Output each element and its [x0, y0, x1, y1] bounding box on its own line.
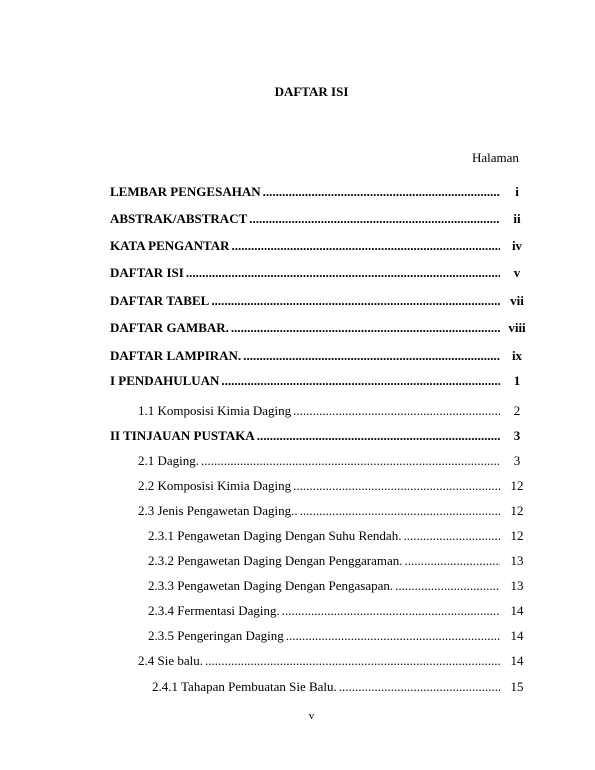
toc-entry [110, 320, 502, 338]
toc-entry [148, 553, 502, 571]
toc-entry-page: 14 [510, 628, 524, 643]
dot-leader [286, 628, 500, 644]
toc-entry-label: 2.4.1 Tahapan Pembuatan Sie Balu. [152, 679, 337, 694]
toc-entry [110, 184, 502, 202]
toc-entry-label: 2.1 Daging. [138, 453, 200, 468]
toc-entry-page: ix [511, 348, 523, 363]
toc-entry-label: 2.3 Jenis Pengawetan Daging.. [138, 503, 298, 518]
toc-entry [110, 238, 502, 256]
toc-entry [110, 348, 502, 366]
toc-entry-label: DAFTAR GAMBAR. [110, 320, 229, 335]
dot-leader [263, 184, 500, 200]
toc-entry-label: 2.3.1 Pengawetan Daging Dengan Suhu Rendah. [148, 528, 402, 543]
dot-leader [211, 293, 500, 309]
dot-leader [232, 238, 500, 254]
toc-entry [148, 603, 502, 621]
toc-entry-label: 2.3.2 Pengawetan Daging Dengan Penggaraman. [148, 553, 403, 568]
dot-leader [282, 603, 500, 619]
toc-entry [138, 478, 502, 496]
toc-entry-page: v [513, 265, 521, 280]
toc-entry-page: 13 [510, 578, 524, 593]
toc-entry [110, 211, 502, 229]
toc-entry-label: KATA PENGANTAR [110, 238, 230, 253]
toc-entry-page: 2 [513, 403, 521, 418]
toc-entry [110, 428, 502, 446]
toc-entry-label: DAFTAR ISI [110, 265, 184, 280]
dot-leader [186, 265, 500, 281]
toc-entry-page: 3 [513, 453, 521, 468]
toc-entry [110, 265, 502, 283]
toc-entry-page: 12 [510, 478, 524, 493]
dot-leader [205, 653, 500, 669]
toc-entry-label: 2.3.4 Fermentasi Daging. [148, 603, 280, 618]
toc-entry-label: 1.1 Komposisi Kimia Daging [138, 403, 292, 418]
toc-entry-page: 3 [513, 428, 521, 443]
toc-entry [138, 403, 502, 421]
toc-entry-label: LEMBAR PENGESAHAN [110, 184, 261, 199]
toc-entry-page: 1 [513, 373, 521, 388]
toc-entry-label: DAFTAR LAMPIRAN. [110, 348, 242, 363]
toc-entry-label: 2.2 Komposisi Kimia Daging [138, 478, 292, 493]
dot-leader [231, 320, 500, 336]
toc-entry-label: 2.3.5 Pengeringan Daging [148, 628, 284, 643]
toc-entry-page: iv [511, 238, 523, 253]
toc-entry [138, 453, 502, 471]
toc-entry-label: ABSTRAK/ABSTRACT [110, 211, 248, 226]
dot-leader [395, 578, 500, 594]
page-column-label: Halaman [472, 150, 519, 165]
toc-entry-page: 14 [510, 603, 524, 618]
toc-entry [110, 293, 502, 311]
dot-leader [249, 211, 500, 227]
dot-leader [257, 428, 500, 444]
toc-entry-page: 12 [510, 528, 524, 543]
toc-entry-page: viii [508, 320, 526, 335]
toc-entry [138, 503, 502, 521]
toc-entry-page: vii [510, 293, 524, 308]
toc-entry [152, 679, 502, 697]
toc-entry [138, 653, 502, 671]
dot-leader [403, 528, 500, 544]
dot-leader [221, 373, 500, 389]
toc-entry [148, 528, 502, 546]
toc-entry-label: II TINJAUAN PUSTAKA [110, 428, 255, 443]
toc-entry-label: 2.3.3 Pengawetan Daging Dengan Pengasapan. [148, 578, 394, 593]
dot-leader [405, 553, 500, 569]
toc-entry-page: i [515, 184, 519, 199]
dot-leader [339, 679, 500, 695]
dot-leader [243, 348, 500, 364]
toc-entry-label: DAFTAR TABEL [110, 293, 210, 308]
toc-entry-label: 2.4 Sie balu. [138, 653, 203, 668]
dot-leader [293, 478, 500, 494]
dot-leader [300, 503, 500, 519]
toc-entry-page: ii [513, 211, 521, 226]
page-title: DAFTAR ISI [274, 84, 349, 99]
footer-page-number: v [308, 710, 315, 722]
dot-leader [201, 453, 500, 469]
toc-entry [110, 373, 502, 391]
toc-entry [148, 628, 502, 646]
toc-entry-page: 13 [510, 553, 524, 568]
toc-entry-page: 14 [510, 653, 524, 668]
toc-entry-page: 12 [510, 503, 524, 518]
dot-leader [293, 403, 500, 419]
toc-entry [148, 578, 502, 596]
toc-entry-label: I PENDAHULUAN [110, 373, 220, 388]
toc-entry-page: 15 [510, 679, 524, 694]
